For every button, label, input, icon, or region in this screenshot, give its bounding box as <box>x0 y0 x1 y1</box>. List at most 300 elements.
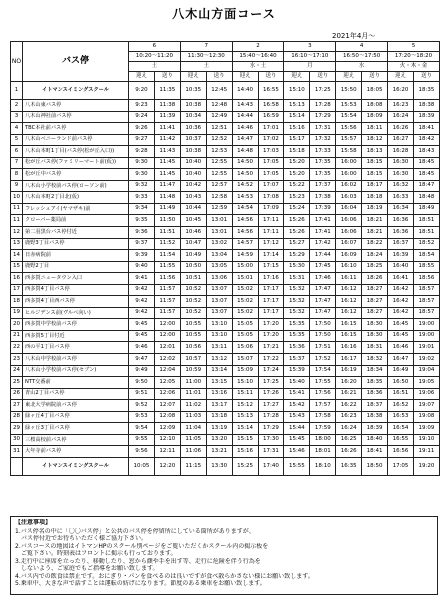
table-row <box>11 100 440 112</box>
pickup-time: 9:20 <box>129 82 155 100</box>
pickup-time: 16:30 <box>388 169 414 181</box>
dropoff-time: 12:55 <box>206 157 232 169</box>
pickup-time: 15:58 <box>336 146 362 158</box>
pickup-time: 9:53 <box>129 411 155 423</box>
dropoff-time: 17:15 <box>258 261 284 273</box>
weekday: 土 <box>180 62 232 72</box>
pickup-time: 9:34 <box>129 203 155 215</box>
pickup-time: 16:15 <box>336 330 362 342</box>
pickup-time: 16:39 <box>388 250 414 262</box>
dropoff-time: 17:12 <box>258 238 284 250</box>
pickup-time: 15:26 <box>284 215 310 227</box>
stop-number: 4 <box>11 123 23 135</box>
dropoff-time: 11:54 <box>154 250 180 262</box>
pickup-time: 16:26 <box>388 123 414 135</box>
pickup-time: 9:23 <box>129 100 155 112</box>
pickup-time: 16:10 <box>336 261 362 273</box>
dropoff-time: 13:16 <box>206 388 232 400</box>
table-row <box>11 180 440 192</box>
pickup-time: 10:40 <box>180 157 206 169</box>
stop-name: イトマンスイミングスクール <box>23 457 129 475</box>
pickup-time: 15:54 <box>336 111 362 123</box>
timetable <box>10 41 440 476</box>
dropoff-time: 17:14 <box>258 250 284 262</box>
stop-number: 28 <box>11 411 23 423</box>
dropoff-time: 13:18 <box>206 411 232 423</box>
dropoff-time: 17:33 <box>310 146 336 158</box>
dropoff-time: 17:17 <box>258 307 284 319</box>
notes-box <box>10 516 438 595</box>
pickup-time: 9:40 <box>129 261 155 273</box>
dropoff-time: 18:50 <box>362 457 388 475</box>
dropoff-time: 18:39 <box>362 423 388 435</box>
dropoff-time: 16:55 <box>258 82 284 100</box>
pickup-time: 15:35 <box>284 330 310 342</box>
dropoff-time: 18:41 <box>362 446 388 458</box>
dropoff-time: 12:05 <box>154 377 180 389</box>
pickup-time: 16:06 <box>336 227 362 239</box>
pickup-time: 16:00 <box>336 157 362 169</box>
pickup-time: 15:10 <box>232 377 258 389</box>
pickup-time: 10:56 <box>180 342 206 354</box>
dropoff-time: 18:27 <box>362 284 388 296</box>
dropoff-time: 17:55 <box>310 377 336 389</box>
stop-number: 23 <box>11 354 23 366</box>
dropoff-time: 18:22 <box>362 238 388 250</box>
dropoff-time: 18:26 <box>362 273 388 285</box>
table-row <box>11 192 440 204</box>
dropoff-time: 12:10 <box>154 434 180 446</box>
dropoff-time: 13:11 <box>206 342 232 354</box>
dropoff-time: 17:54 <box>310 365 336 377</box>
dropoff-time: 11:57 <box>154 284 180 296</box>
stop-number: 1 <box>11 82 23 100</box>
stop-name: TBC本社前バス停 <box>23 123 129 135</box>
table-row <box>11 238 440 250</box>
weekday: 土 <box>129 62 181 72</box>
pickup-time: 11:02 <box>180 400 206 412</box>
dropoff-time: 18:00 <box>310 434 336 446</box>
dropoff-time: 17:41 <box>310 215 336 227</box>
table-row <box>11 400 440 412</box>
table-row <box>11 434 440 446</box>
pickup-time: 15:14 <box>284 111 310 123</box>
pickup-time: 16:24 <box>336 423 362 435</box>
stop-name: 八木山小学校前バス停(セブン) <box>23 365 129 377</box>
dropoff-time: 12:01 <box>154 342 180 354</box>
pickup-time: 15:56 <box>336 123 362 135</box>
dropoff-time: 17:07 <box>258 180 284 192</box>
stop-number: 14 <box>11 250 23 262</box>
pickup-time: 15:32 <box>284 307 310 319</box>
stop-name: NTT交番前 <box>23 377 129 389</box>
stop-name: 西多賀中学校前バス停 <box>23 319 129 331</box>
pickup-time: 15:17 <box>284 134 310 146</box>
pickup-time: 14:59 <box>232 250 258 262</box>
dropoff-time: 17:22 <box>258 354 284 366</box>
pickup-time: 16:36 <box>388 215 414 227</box>
pickup-time: 14:56 <box>232 215 258 227</box>
dropoff-time: 11:57 <box>154 296 180 308</box>
pickup-time: 15:20 <box>284 157 310 169</box>
pickup-time: 9:24 <box>129 111 155 123</box>
stop-name: 西多賀ニュータウン入口 <box>23 273 129 285</box>
pickup-time: 10:52 <box>180 284 206 296</box>
pickup-label: 迎え <box>180 72 206 82</box>
dropoff-time: 18:39 <box>413 111 439 123</box>
dropoff-time: 12:45 <box>206 82 232 100</box>
dropoff-label: 送り <box>206 72 232 82</box>
pickup-time: 16:42 <box>388 296 414 308</box>
dropoff-time: 13:05 <box>206 261 232 273</box>
dropoff-time: 17:31 <box>258 446 284 458</box>
dropoff-time: 11:43 <box>154 146 180 158</box>
dropoff-time: 17:40 <box>258 457 284 475</box>
table-row <box>11 273 440 285</box>
stop-number: 13 <box>11 238 23 250</box>
pickup-time: 14:46 <box>232 123 258 135</box>
pickup-time: 10:43 <box>180 192 206 204</box>
dropoff-time: 13:14 <box>206 365 232 377</box>
dropoff-time: 18:05 <box>362 82 388 100</box>
stop-number: 29 <box>11 423 23 435</box>
stop-name: 八木山ベニーランド前バス停 <box>23 134 129 146</box>
pickup-time: 15:26 <box>284 227 310 239</box>
dropoff-time: 17:50 <box>310 319 336 331</box>
pickup-time: 10:52 <box>180 307 206 319</box>
pickup-time: 10:38 <box>180 146 206 158</box>
table-row <box>11 377 440 389</box>
dropoff-time: 17:32 <box>310 134 336 146</box>
pickup-label: 迎え <box>129 72 155 82</box>
stop-name: 八木山本町2丁目北(仮) <box>23 192 129 204</box>
pickup-time: 16:25 <box>336 434 362 446</box>
table-row <box>11 342 440 354</box>
stop-name: 鹿野2丁目 <box>23 261 129 273</box>
pickup-time: 16:12 <box>336 296 362 308</box>
pickup-time: 9:52 <box>129 400 155 412</box>
pickup-label: 迎え <box>284 72 310 82</box>
dropoff-time: 19:00 <box>413 330 439 342</box>
stop-name: 八木山本町1丁目(バス停(松が丘入口)) <box>23 146 129 158</box>
stop-number: 17 <box>11 284 23 296</box>
pickup-time: 11:15 <box>180 457 206 475</box>
dropoff-time: 18:12 <box>362 134 388 146</box>
dropoff-time: 18:34 <box>362 365 388 377</box>
time-range: 17:20～18:20 <box>388 52 440 62</box>
time-range: 10:20～11:20 <box>129 52 181 62</box>
pickup-time: 16:40 <box>388 261 414 273</box>
pickup-time: 10:52 <box>180 296 206 308</box>
table-row <box>11 82 440 100</box>
pickup-time: 15:44 <box>284 423 310 435</box>
dropoff-time: 11:55 <box>154 261 180 273</box>
pickup-time: 15:10 <box>284 82 310 100</box>
dropoff-time: 18:49 <box>413 203 439 215</box>
table-row <box>11 203 440 215</box>
dropoff-time: 19:06 <box>413 388 439 400</box>
dropoff-time: 18:24 <box>362 250 388 262</box>
pickup-time: 10:34 <box>180 111 206 123</box>
pickup-time: 16:06 <box>336 215 362 227</box>
stop-number <box>11 457 23 475</box>
pickup-time: 16:21 <box>336 388 362 400</box>
dropoff-time: 19:04 <box>413 365 439 377</box>
dropoff-time: 19:05 <box>413 377 439 389</box>
dropoff-time: 13:10 <box>206 319 232 331</box>
time-range: 16:50～17:50 <box>336 52 388 62</box>
stop-number: 27 <box>11 400 23 412</box>
weekday: 水 <box>336 62 388 72</box>
dropoff-time: 17:25 <box>310 82 336 100</box>
pickup-time: 10:44 <box>180 203 206 215</box>
dropoff-time: 18:21 <box>362 227 388 239</box>
pickup-time: 16:30 <box>388 157 414 169</box>
dropoff-time: 17:26 <box>258 388 284 400</box>
pickup-time: 10:57 <box>180 354 206 366</box>
pickup-time: 16:12 <box>336 307 362 319</box>
pickup-time: 15:27 <box>284 238 310 250</box>
dropoff-time: 19:20 <box>413 457 439 475</box>
pickup-time: 17:05 <box>388 457 414 475</box>
dropoff-time: 13:04 <box>206 250 232 262</box>
pickup-time: 15:41 <box>284 388 310 400</box>
pickup-time: 15:18 <box>284 146 310 158</box>
pickup-time: 15:09 <box>232 365 258 377</box>
pickup-time: 16:12 <box>336 284 362 296</box>
pickup-time: 10:50 <box>180 261 206 273</box>
dropoff-time: 17:59 <box>310 423 336 435</box>
dropoff-time: 13:17 <box>206 400 232 412</box>
pickup-time: 9:47 <box>129 354 155 366</box>
stop-number: 15 <box>11 261 23 273</box>
dropoff-time: 17:29 <box>258 423 284 435</box>
page-title: 八木山方面コース <box>172 7 276 21</box>
day-number-row <box>11 42 440 52</box>
pickup-time: 11:05 <box>180 434 206 446</box>
pickup-time: 15:06 <box>232 342 258 354</box>
dropoff-time: 12:08 <box>154 411 180 423</box>
pickup-time: 15:45 <box>284 434 310 446</box>
pickup-label: 迎え <box>232 72 258 82</box>
stop-number: 8 <box>11 169 23 181</box>
dropoff-time: 18:51 <box>413 227 439 239</box>
pickup-time: 16:36 <box>388 227 414 239</box>
pickup-time: 16:50 <box>388 377 414 389</box>
dropoff-time: 18:47 <box>413 180 439 192</box>
stop-name: 緑ヶ丘3丁目バス停 <box>23 423 129 435</box>
pickup-time: 16:04 <box>336 203 362 215</box>
dropoff-time: 17:25 <box>258 377 284 389</box>
no-header: NO <box>11 42 23 82</box>
stop-name: イトマンスイミングスクール <box>23 82 129 100</box>
pickup-time: 9:33 <box>129 192 155 204</box>
pickup-time: 9:35 <box>129 215 155 227</box>
pickup-time: 10:46 <box>180 227 206 239</box>
pickup-time: 16:51 <box>388 388 414 400</box>
pickup-time: 11:04 <box>180 423 206 435</box>
stop-number: 19 <box>11 307 23 319</box>
dropoff-time: 18:52 <box>413 238 439 250</box>
table-row <box>11 365 440 377</box>
dropoff-time: 18:35 <box>362 377 388 389</box>
dropoff-time: 13:07 <box>206 284 232 296</box>
dropoff-time: 17:27 <box>258 400 284 412</box>
dropoff-label: 送り <box>413 72 439 82</box>
dropoff-time: 18:51 <box>413 215 439 227</box>
dropoff-time: 18:17 <box>362 180 388 192</box>
stop-name: 青山2丁目バス停 <box>23 388 129 400</box>
pickup-time: 15:40 <box>284 377 310 389</box>
dropoff-time: 17:11 <box>258 227 284 239</box>
weekday: 月 <box>284 62 336 72</box>
dropoff-time: 17:35 <box>310 157 336 169</box>
weekday: 火・木・金 <box>388 62 440 72</box>
dropoff-time: 18:57 <box>413 307 439 319</box>
table-row <box>11 457 440 475</box>
pickup-time: 15:13 <box>284 100 310 112</box>
day-number: 4 <box>336 42 388 52</box>
pickup-time: 16:17 <box>336 354 362 366</box>
pickup-time: 15:29 <box>284 250 310 262</box>
stop-number: 21 <box>11 330 23 342</box>
table-row <box>11 157 440 169</box>
pickup-time: 10:51 <box>180 273 206 285</box>
dropoff-time: 18:10 <box>310 457 336 475</box>
dropoff-time: 18:38 <box>413 100 439 112</box>
dropoff-time: 11:50 <box>154 215 180 227</box>
dropoff-time: 18:15 <box>362 157 388 169</box>
dropoff-time: 17:57 <box>310 400 336 412</box>
pickup-time: 14:56 <box>232 227 258 239</box>
dropoff-time: 17:58 <box>310 411 336 423</box>
pickup-time: 10:45 <box>180 215 206 227</box>
dropoff-time: 17:11 <box>258 215 284 227</box>
dropoff-time: 12:59 <box>206 203 232 215</box>
table-row <box>11 411 440 423</box>
stop-name: クローバー薬局前 <box>23 215 129 227</box>
pickup-time: 15:16 <box>232 446 258 458</box>
note-line: 3.走行中に座席を立ったり、移動したり、窓から顔や手を出す等、走行に危険を伴う行為を <box>15 557 261 565</box>
pickup-time: 10:55 <box>180 319 206 331</box>
dropoff-time: 18:42 <box>413 134 439 146</box>
pickup-time: 16:20 <box>388 82 414 100</box>
dropoff-time: 18:45 <box>413 157 439 169</box>
dropoff-time: 17:51 <box>310 342 336 354</box>
dropoff-time: 16:58 <box>258 100 284 112</box>
dropoff-time: 12:53 <box>206 146 232 158</box>
pickup-time: 16:45 <box>388 330 414 342</box>
pickup-time: 16:42 <box>388 284 414 296</box>
stop-number: 18 <box>11 296 23 308</box>
dropoff-time: 12:11 <box>154 446 180 458</box>
pickup-time: 16:16 <box>336 342 362 354</box>
pickup-time: 9:42 <box>129 307 155 319</box>
stop-header: バス停 <box>23 42 129 82</box>
dropoff-time: 18:36 <box>362 388 388 400</box>
dropoff-time: 18:45 <box>413 169 439 181</box>
pickup-time: 16:52 <box>388 400 414 412</box>
pickup-time: 15:46 <box>284 446 310 458</box>
pickup-time: 15:57 <box>336 134 362 146</box>
dropoff-time: 19:10 <box>413 434 439 446</box>
pickup-time: 15:00 <box>232 261 258 273</box>
dropoff-time: 17:30 <box>258 434 284 446</box>
pickup-time: 9:56 <box>129 446 155 458</box>
dropoff-time: 18:11 <box>362 123 388 135</box>
pickup-time: 16:32 <box>388 180 414 192</box>
dropoff-time: 11:49 <box>154 203 180 215</box>
dropoff-time: 11:38 <box>154 100 180 112</box>
dropoff-time: 17:31 <box>310 123 336 135</box>
dropoff-time: 17:02 <box>258 134 284 146</box>
pickup-time: 9:45 <box>129 330 155 342</box>
pickup-time: 9:37 <box>129 238 155 250</box>
day-number: 5 <box>388 42 440 52</box>
pickup-time: 15:05 <box>232 319 258 331</box>
dropoff-time: 18:54 <box>413 250 439 262</box>
stop-number: 12 <box>11 227 23 239</box>
day-number: 6 <box>129 42 181 52</box>
stop-number: 20 <box>11 319 23 331</box>
pickup-time: 15:24 <box>284 203 310 215</box>
dropoff-time: 13:02 <box>206 238 232 250</box>
pickup-time: 16:56 <box>388 446 414 458</box>
stop-name: 八木山東バス停 <box>23 100 129 112</box>
dropoff-label: 送り <box>362 72 388 82</box>
dropoff-time: 12:20 <box>154 457 180 475</box>
dropoff-time: 18:37 <box>362 400 388 412</box>
dropoff-time: 18:09 <box>362 111 388 123</box>
dropoff-time: 17:28 <box>310 100 336 112</box>
dropoff-time: 18:57 <box>413 284 439 296</box>
dropoff-time: 12:55 <box>206 169 232 181</box>
pickup-time: 15:02 <box>232 296 258 308</box>
dropoff-time: 18:32 <box>362 354 388 366</box>
pickup-time: 9:41 <box>129 273 155 285</box>
pickup-time: 11:01 <box>180 388 206 400</box>
dropoff-time: 18:30 <box>362 319 388 331</box>
dropoff-time: 18:55 <box>413 261 439 273</box>
dropoff-time: 17:37 <box>310 180 336 192</box>
dropoff-time: 11:41 <box>154 123 180 135</box>
pickup-time: 15:23 <box>284 192 310 204</box>
dropoff-time: 13:15 <box>206 377 232 389</box>
pickup-time: 14:54 <box>232 203 258 215</box>
pickup-time: 10:36 <box>180 123 206 135</box>
pickup-time: 10:47 <box>180 238 206 250</box>
stop-name: 緑ヶ丘4丁目バス停 <box>23 411 129 423</box>
day-number: 2 <box>232 42 284 52</box>
dropoff-time: 17:41 <box>310 227 336 239</box>
dropoff-time: 13:07 <box>206 296 232 308</box>
pickup-time: 16:46 <box>388 342 414 354</box>
dropoff-time: 17:17 <box>258 284 284 296</box>
stop-number: 11 <box>11 203 23 215</box>
time-range: 16:10～17:10 <box>284 52 336 62</box>
stop-number: 6 <box>11 146 23 158</box>
dropoff-time: 11:57 <box>154 307 180 319</box>
dropoff-time: 11:51 <box>154 227 180 239</box>
pickup-time: 9:32 <box>129 180 155 192</box>
dropoff-time: 11:47 <box>154 180 180 192</box>
dropoff-time: 13:12 <box>206 354 232 366</box>
pickup-time: 15:05 <box>232 330 258 342</box>
pickup-time: 14:43 <box>232 100 258 112</box>
dropoff-time: 17:44 <box>310 250 336 262</box>
pickup-time: 15:11 <box>232 388 258 400</box>
pickup-time: 9:30 <box>129 169 155 181</box>
